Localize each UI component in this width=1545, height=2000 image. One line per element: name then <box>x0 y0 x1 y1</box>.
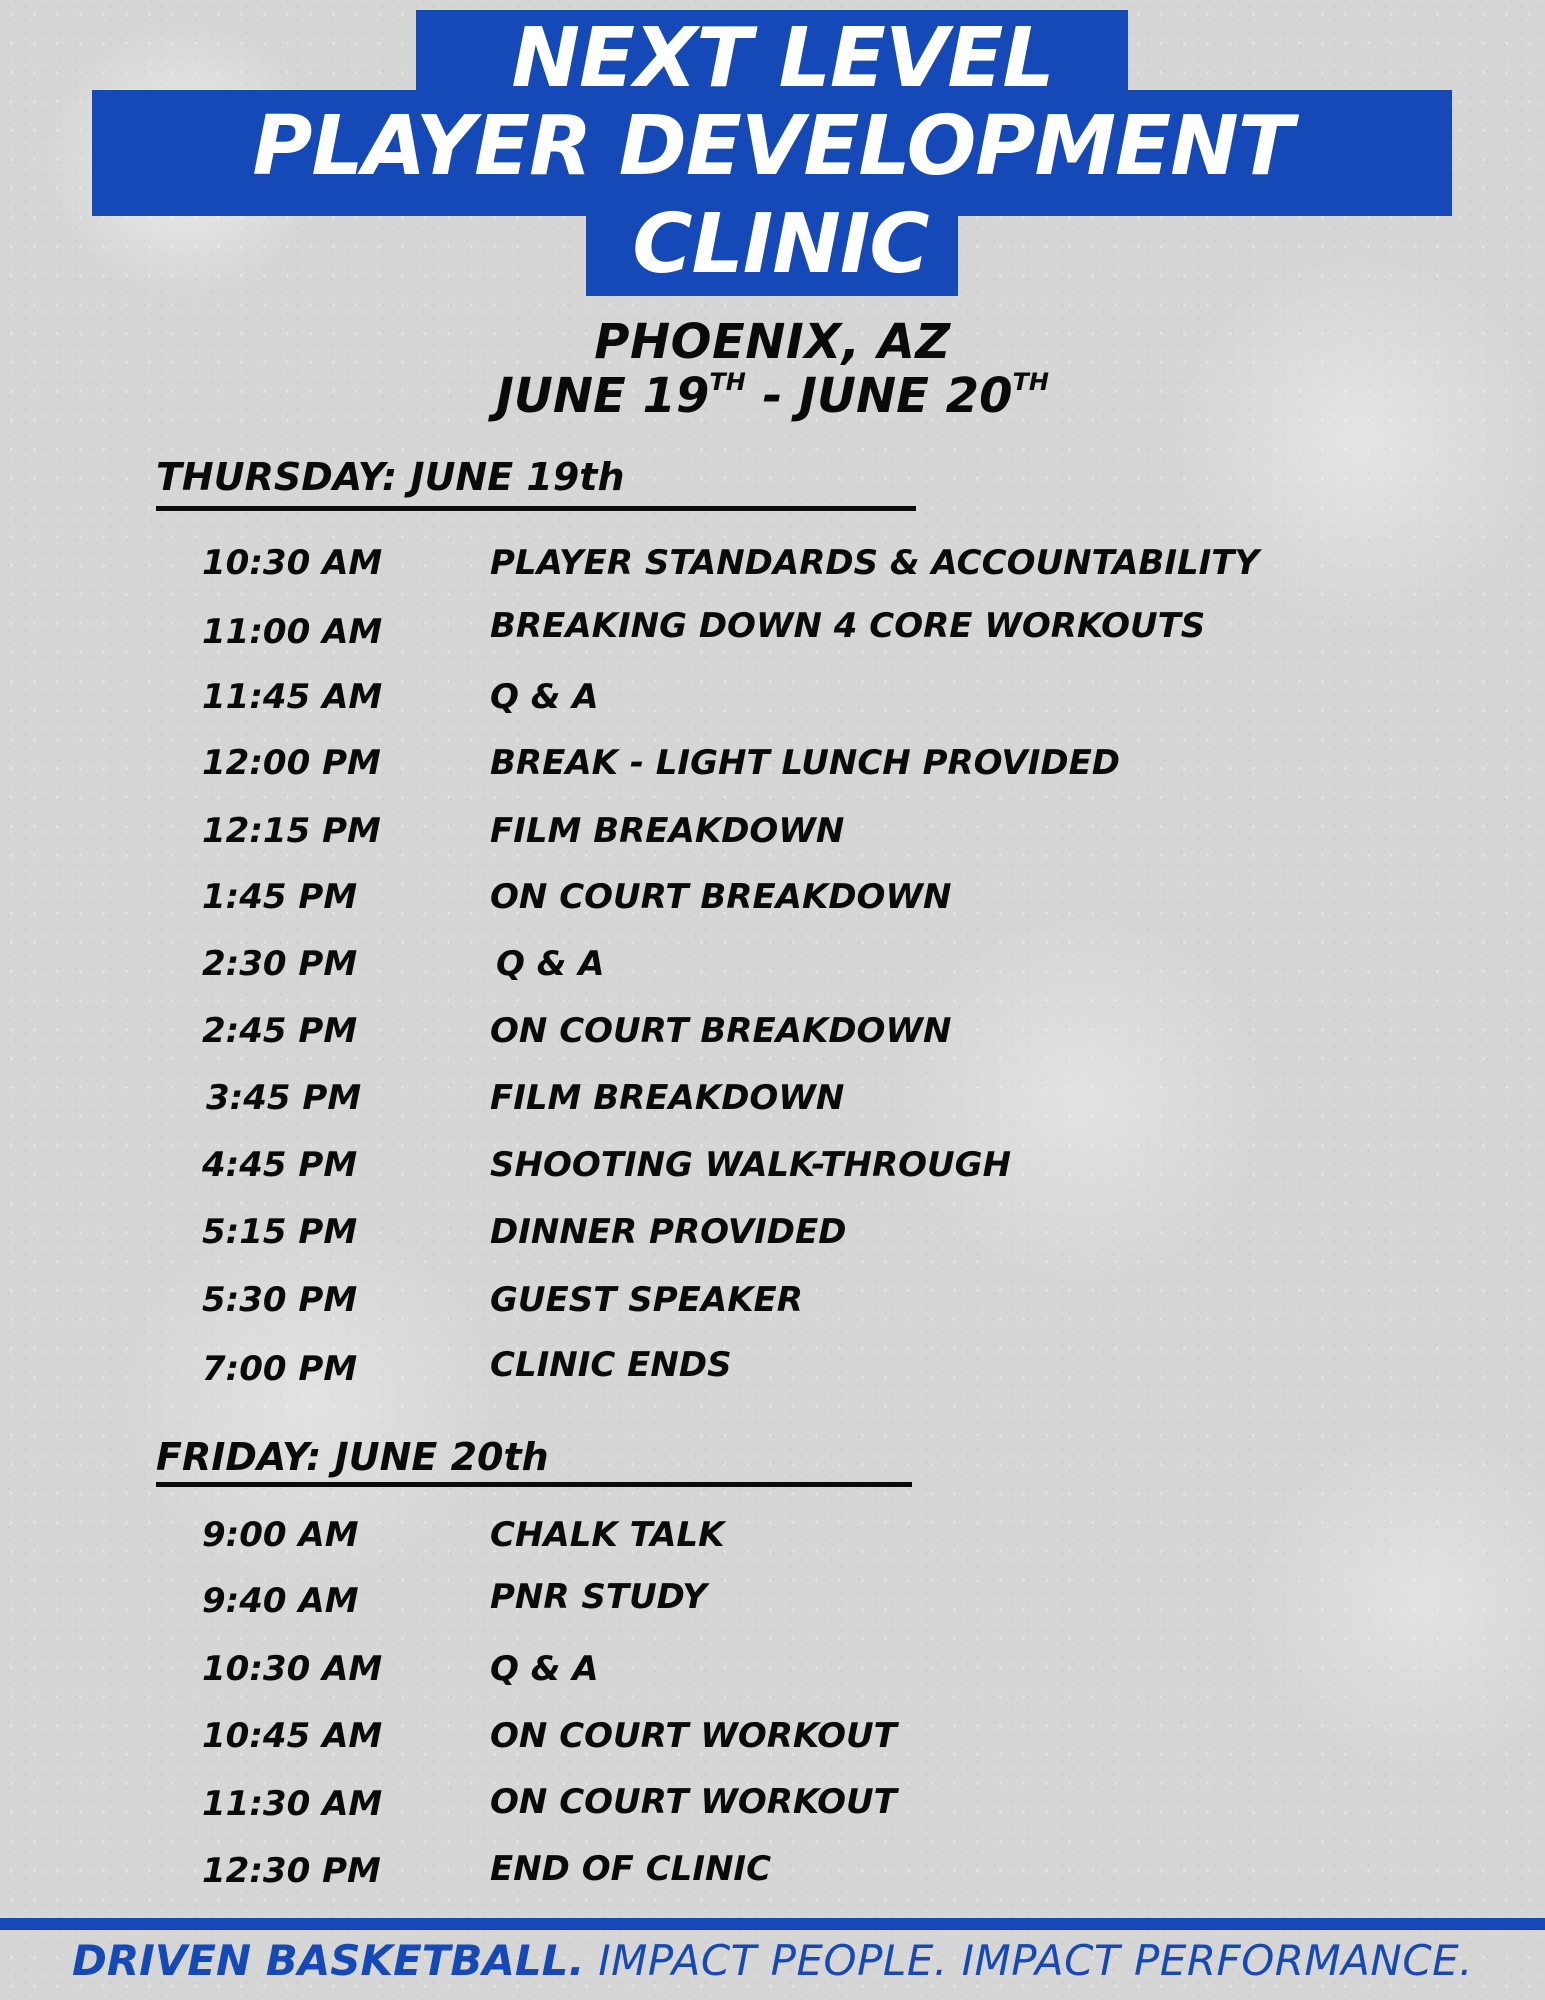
event-dates <box>0 368 1545 424</box>
schedule-event: Q & A <box>490 1649 599 1689</box>
schedule-time: 1:45 PM <box>202 877 358 917</box>
schedule-row <box>0 1515 1545 1574</box>
event-location: PHOENIX, AZ <box>594 314 951 370</box>
schedule-time: 5:30 PM <box>202 1280 358 1320</box>
end-date: JUNE 20 <box>799 368 1013 424</box>
schedule-event: BREAKING DOWN 4 CORE WORKOUTS <box>490 606 1206 646</box>
schedule-time: 4:45 PM <box>202 1145 358 1185</box>
schedule-time: 3:45 PM <box>206 1078 362 1118</box>
schedule-time: 10:30 AM <box>202 543 383 583</box>
schedule-event: ON COURT BREAKDOWN <box>490 877 952 917</box>
schedule-event: FILM BREAKDOWN <box>490 811 845 851</box>
schedule-event: PNR STUDY <box>490 1577 707 1617</box>
schedule-time: 9:00 AM <box>202 1515 359 1555</box>
schedule-time: 12:00 PM <box>202 743 381 783</box>
footer-brand: DRIVEN BASKETBALL. <box>71 1936 585 1985</box>
schedule-row <box>0 811 1545 870</box>
end-date-suffix: TH <box>1012 368 1049 396</box>
schedule-time: 11:30 AM <box>202 1784 383 1824</box>
title-line-1: NEXT LEVEL <box>511 11 1054 106</box>
schedule-time: 10:30 AM <box>202 1649 383 1689</box>
schedule-row <box>0 1577 1545 1636</box>
schedule-row <box>0 944 1545 1003</box>
schedule-time: 7:00 PM <box>202 1349 358 1389</box>
title-line-2: PLAYER DEVELOPMENT <box>252 99 1293 194</box>
schedule-event: FILM BREAKDOWN <box>490 1078 845 1118</box>
schedule-row <box>0 1011 1545 1070</box>
schedule-row <box>0 606 1545 665</box>
schedule-row <box>0 1212 1545 1271</box>
schedule-event: ON COURT BREAKDOWN <box>490 1011 952 1051</box>
footer-slogan <box>0 1936 1545 1985</box>
schedule-row <box>0 1280 1545 1339</box>
schedule-event: CHALK TALK <box>490 1515 725 1555</box>
day-heading-thursday: THURSDAY: JUNE 19th <box>156 455 625 499</box>
clinic-title <box>0 0 1545 300</box>
schedule-row <box>0 1782 1545 1841</box>
schedule-time: 5:15 PM <box>202 1212 358 1252</box>
day-divider-friday <box>156 1482 912 1487</box>
schedule-row <box>0 1649 1545 1708</box>
schedule-event: Q & A <box>496 944 605 984</box>
footer-tagline: IMPACT PEOPLE. IMPACT PERFORMANCE. <box>584 1936 1474 1985</box>
schedule-row <box>0 1716 1545 1775</box>
schedule-row <box>0 677 1545 736</box>
date-separator: - <box>745 368 800 424</box>
schedule-event: ON COURT WORKOUT <box>490 1716 897 1756</box>
schedule-event: SHOOTING WALK-THROUGH <box>490 1145 1012 1185</box>
schedule-time: 12:15 PM <box>202 811 381 851</box>
schedule-row <box>0 877 1545 936</box>
schedule-row <box>0 1145 1545 1204</box>
start-date: JUNE 19 <box>496 368 710 424</box>
schedule-time: 11:00 AM <box>202 612 383 652</box>
schedule-time: 12:30 PM <box>202 1851 381 1891</box>
schedule-event: GUEST SPEAKER <box>490 1280 803 1320</box>
schedule-event: END OF CLINIC <box>490 1849 772 1889</box>
schedule-row <box>0 1849 1545 1908</box>
start-date-suffix: TH <box>709 368 746 396</box>
schedule-event: DINNER PROVIDED <box>490 1212 847 1252</box>
schedule-event: Q & A <box>490 677 599 717</box>
title-line-3: CLINIC <box>632 197 929 292</box>
schedule-event: PLAYER STANDARDS & ACCOUNTABILITY <box>490 543 1260 583</box>
footer-divider <box>0 1918 1545 1930</box>
schedule-row <box>0 1078 1545 1137</box>
schedule-event: CLINIC ENDS <box>490 1345 732 1385</box>
schedule-time: 2:45 PM <box>202 1011 358 1051</box>
schedule-row <box>0 743 1545 802</box>
day-divider-thursday <box>156 506 916 511</box>
schedule-time: 10:45 AM <box>202 1716 383 1756</box>
schedule-time: 11:45 AM <box>202 677 383 717</box>
schedule-row <box>0 1345 1545 1404</box>
schedule-time: 2:30 PM <box>202 944 358 984</box>
day-heading-friday: FRIDAY: JUNE 20th <box>156 1435 549 1479</box>
schedule-event: BREAK - LIGHT LUNCH PROVIDED <box>490 743 1121 783</box>
schedule-event: ON COURT WORKOUT <box>490 1782 897 1822</box>
schedule-time: 9:40 AM <box>202 1581 359 1621</box>
schedule-row <box>0 543 1545 602</box>
